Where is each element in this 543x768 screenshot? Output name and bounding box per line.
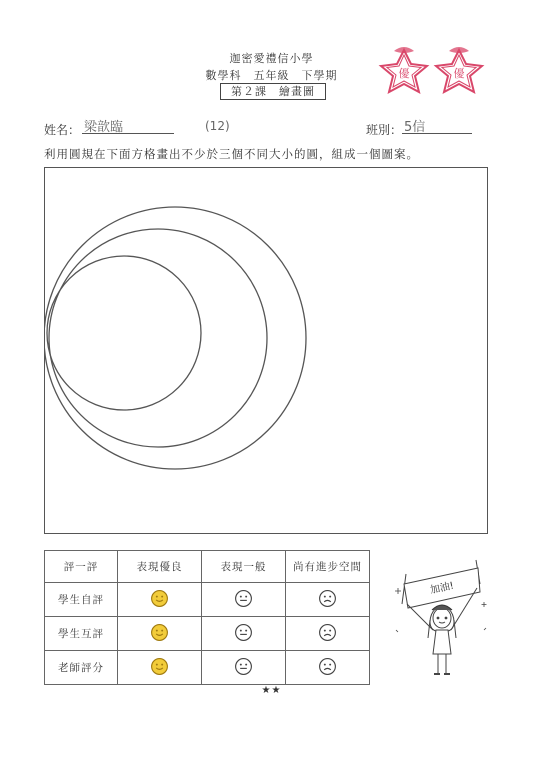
row-label: 學生互評 (45, 617, 118, 651)
class-field (402, 116, 472, 134)
sad-face-icon[interactable] (318, 589, 337, 611)
class-value: 5信 (404, 120, 426, 135)
evaluation-row (45, 583, 370, 617)
face-cell (202, 651, 286, 685)
header-cell: 評一評 (45, 551, 118, 583)
face-cell (118, 651, 202, 685)
footer-stars: ★★ (261, 685, 282, 696)
cheering-girl-illustration (392, 558, 492, 682)
face-cell (286, 617, 370, 651)
face-cell (118, 583, 202, 617)
circle-small (47, 256, 201, 410)
cheer-sign-text: 加油! (429, 580, 455, 597)
face-cell (202, 583, 286, 617)
row-label: 老師評分 (45, 651, 118, 685)
face-cell (286, 583, 370, 617)
stamp-text-1: 優 (398, 67, 410, 80)
face-cell (202, 617, 286, 651)
drawing-area (44, 167, 488, 534)
instructions: 利用圓規在下面方格畫出不少於三個不同大小的圓，組成一個圖案。 (44, 147, 419, 161)
header-cell: 表現一般 (202, 551, 286, 583)
merit-stamp-icon (436, 47, 482, 92)
happy-face-icon[interactable] (150, 657, 169, 679)
sad-face-icon[interactable] (318, 657, 337, 679)
class-label: 班別： (366, 123, 403, 137)
evaluation-row (45, 651, 370, 685)
lesson-title: 第２課 繪畫圖 (220, 83, 326, 100)
stamp-text-2: 優 (453, 67, 465, 80)
student-number: (12) (205, 119, 230, 133)
evaluation-row (45, 617, 370, 651)
name-field (82, 116, 174, 134)
evaluation-table (44, 550, 370, 685)
header-cell: 表現優良 (118, 551, 202, 583)
name-value: 梁歆臨 (84, 120, 124, 135)
neutral-face-icon[interactable] (234, 589, 253, 611)
neutral-face-icon[interactable] (234, 657, 253, 679)
face-cell (286, 651, 370, 685)
circle-drawing (45, 168, 487, 533)
circle-medium (49, 229, 267, 447)
school-name: 迦密愛禮信小學 (229, 52, 314, 65)
neutral-face-icon[interactable] (234, 623, 253, 645)
row-label: 學生自評 (45, 583, 118, 617)
merit-stamps (377, 42, 487, 98)
subject-line: 數學科 五年級 下學期 (205, 69, 338, 82)
face-cell (118, 617, 202, 651)
merit-stamp-icon (381, 47, 427, 92)
sad-face-icon[interactable] (318, 623, 337, 645)
happy-face-icon[interactable] (150, 589, 169, 611)
happy-face-icon[interactable] (150, 623, 169, 645)
evaluation-header-row (45, 551, 370, 583)
name-label: 姓名： (44, 123, 81, 137)
header-cell: 尚有進步空間 (286, 551, 370, 583)
